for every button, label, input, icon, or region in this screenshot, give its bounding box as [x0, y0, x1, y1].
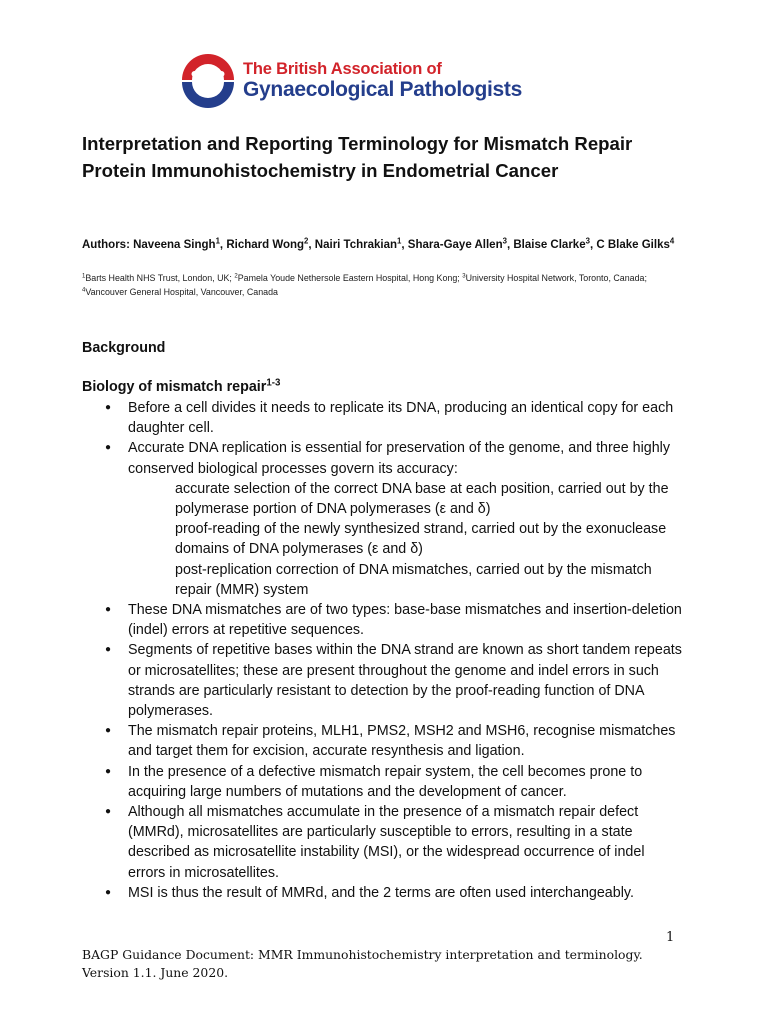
section-heading: Background: [82, 340, 166, 356]
author: [314, 236, 402, 251]
logo-line-2: Gynaecological Pathologists: [243, 78, 522, 101]
affiliation-text: Vancouver General Hospital, Vancouver, Canada: [85, 286, 278, 297]
subsection-reference: 1-3: [266, 377, 281, 389]
uterus-emblem-icon: [180, 52, 236, 108]
author-name: Richard Wong: [226, 239, 305, 251]
list-item: ● The mismatch repair proteins, MLH1, PMS2, MSH2 and MSH6, recognise mismatches and target them for excision, accurate resynthesis and ligation.: [82, 721, 682, 761]
subsection-heading-text: Biology of mismatch repair: [82, 379, 267, 395]
author: [226, 236, 309, 251]
affiliation-text: Barts Health NHS Trust, London, UK;: [85, 273, 235, 283]
affiliation-text: Pamela Youde Nethersole Eastern Hospital, Hong Kong;: [237, 273, 463, 283]
authors-label: Authors:: [82, 239, 134, 251]
affiliation-number: 2: [234, 273, 238, 280]
author: [133, 236, 220, 251]
page-footer: [82, 946, 682, 982]
affiliation-number: 4: [82, 287, 86, 294]
list-item: ● Before a cell divides it needs to replicate its DNA, producing an identical copy for each daughter cell.: [82, 398, 682, 438]
author: [513, 236, 590, 251]
author: [596, 236, 675, 251]
author-name: Naveena Singh: [133, 239, 216, 251]
sub-list-item: proof-reading of the newly synthesized strand, carried out by the exonuclease domains of DNA polymerases (ε and δ): [175, 521, 667, 558]
author-affiliation-number: 2: [304, 236, 309, 246]
affiliation-number: 1: [82, 273, 86, 280]
author-name: Blaise Clarke: [513, 239, 586, 251]
list-item: ● Segments of repetitive bases within the DNA strand are known as short tandem repeats or microsatellites; these are present throughout the genome and indel errors in such strands are particularly resistant to detection by the proof-reading function of DNA polymerases.: [82, 640, 682, 721]
page-number: 1: [666, 930, 675, 945]
affiliation-text: University Hospital Network, Toronto, Canada;: [465, 273, 647, 283]
list-item: ● These DNA mismatches are of two types: base-base mismatches and insertion-deletion (indel) errors at repetitive sequences.: [82, 600, 682, 640]
affiliation-number: 3: [462, 273, 466, 280]
authors-list: Naveena Singh$^1$, Richard Wong$^2$, Nairi Tchrakian$^1$, Shara-Gaye Allen$^3$, Blaise Clarke$^3$, C Blake Gilks$^4$: [133, 236, 675, 251]
sub-list-item: accurate selection of the correct DNA base at each position, carried out by the polymerase portion of DNA polymerases (ε and δ): [175, 480, 669, 518]
author-name: Shara-Gaye Allen: [407, 239, 503, 251]
authors-line: [82, 237, 682, 254]
logo-text: [243, 60, 522, 102]
author-affiliation-number: 1: [215, 236, 220, 246]
list-item: ● MSI is thus the result of MMRd, and the 2 terms are often used interchangeably.: [82, 883, 682, 903]
list-item: ● Although all mismatches accumulate in the presence of a mismatch repair defect (MMRd), microsatellites are particularly susceptible to errors, resulting in a state described as microsatellite instability (MSI), or the widespread occurrence of indel errors in microsatellites.: [82, 802, 682, 883]
author-affiliation-number: 3: [585, 236, 590, 246]
list-item: ● In the presence of a defective mismatch repair system, the cell becomes prone to acquiring large numbers of mutations and the development of cancer.: [82, 762, 682, 802]
subsection-heading: [82, 379, 280, 395]
author-name: C Blake Gilks: [596, 239, 670, 251]
background-list: [82, 398, 682, 903]
author-affiliation-number: 1: [397, 236, 402, 246]
sub-list-item: post-replication correction of DNA mismatches, carried out by the mismatch repair (MMR) system: [175, 561, 652, 598]
footer-line-1: BAGP Guidance Document: MMR Immunohistochemistry interpretation and terminology.: [82, 947, 643, 962]
affiliations: [82, 272, 682, 299]
author-name: Nairi Tchrakian: [314, 239, 398, 251]
list-item: ● Accurate DNA replication is essential for preservation of the genome, and three highly conserved biological processes govern its accuracy:: [82, 438, 682, 478]
author-affiliation-number: 3: [502, 236, 507, 246]
logo-line-1: The British Association of: [243, 60, 442, 78]
document-title: Interpretation and Reporting Terminology for Mismatch Repair Protein Immunohistochemistry in Endometrial Cancer: [82, 133, 633, 181]
author: [407, 236, 507, 251]
bagp-logo: [180, 52, 540, 108]
footer-line-2: Version 1.1. June 2020.: [82, 965, 229, 980]
author-affiliation-number: 4: [669, 236, 675, 246]
